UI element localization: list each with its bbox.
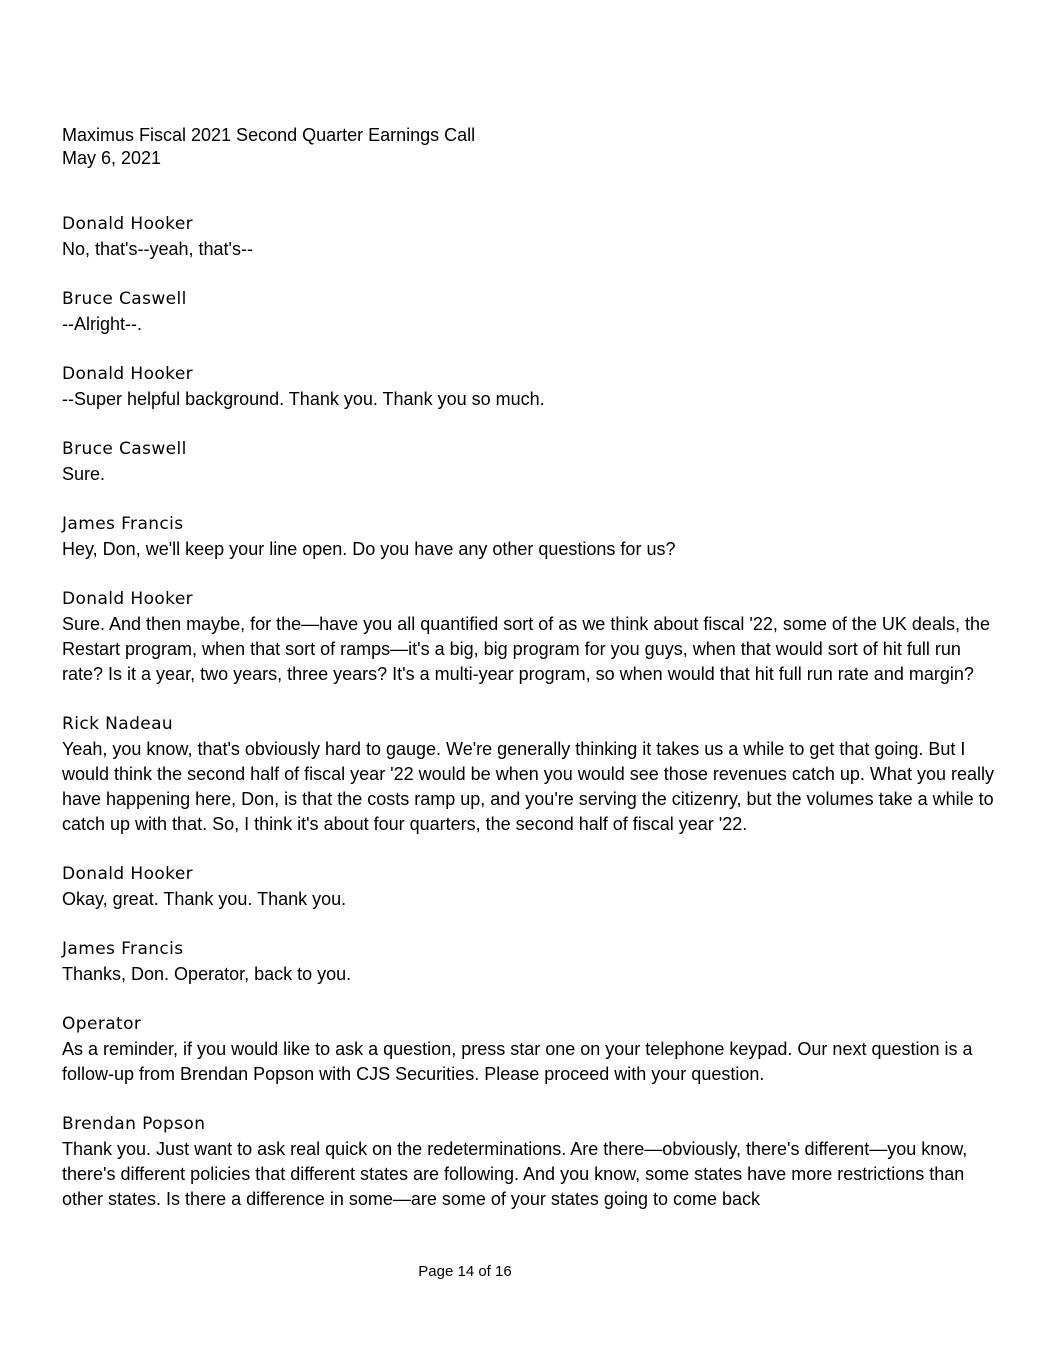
speaker-name: Operator bbox=[62, 1014, 142, 1034]
speech-text: No, that's--yeah, that's-- bbox=[62, 239, 253, 259]
speaker-name: Bruce Caswell bbox=[62, 439, 187, 459]
speech-text: Yeah, you know, that's obviously hard to gauge. We're generally thinking it takes us a while to get that going. But I would think the second half of fiscal year '22 would be when you would see those revenues catch up. What you really have happening here, Don, is that the costs ramp up, and you're serving the citizenry, but the volumes take a while to catch up with that. So, I think it's about four quarters, the second half of fiscal year '22. bbox=[62, 739, 994, 834]
transcript-turn bbox=[62, 362, 1002, 412]
speech-text: Okay, great. Thank you. Thank you. bbox=[62, 889, 347, 909]
speaker-name: Bruce Caswell bbox=[62, 289, 187, 309]
page-number: Page 14 of 16 bbox=[418, 1263, 512, 1280]
speech-text: Thanks, Don. Operator, back to you. bbox=[62, 964, 352, 984]
speech-text: Sure. And then maybe, for the—have you all quantified sort of as we think about fiscal '22, some of the UK deals, the Restart program, when that sort of ramps—it's a big, big program for you guys, when that would sort of hit full run rate? Is it a year, two years, three years? It's a multi-year program, so when would that hit full run rate and margin? bbox=[62, 614, 990, 684]
speaker-name: James Francis bbox=[62, 939, 184, 959]
transcript-turn bbox=[62, 212, 1002, 262]
speaker-name: Rick Nadeau bbox=[62, 714, 174, 734]
speech-text: Sure. bbox=[62, 464, 106, 484]
transcript-turn bbox=[62, 862, 1002, 912]
speaker-name: James Francis bbox=[62, 514, 184, 534]
transcript-turn bbox=[62, 1012, 1002, 1087]
transcript-turn bbox=[62, 512, 1002, 562]
transcript-turn bbox=[62, 287, 1002, 337]
speech-text: As a reminder, if you would like to ask a question, press star one on your telephone keypad. Our next question is a follow-up from Brendan Popson with CJS Securities. Please proceed with your question. bbox=[62, 1039, 973, 1084]
speaker-name: Donald Hooker bbox=[62, 214, 194, 234]
speech-text: Hey, Don, we'll keep your line open. Do you have any other questions for us? bbox=[62, 539, 676, 559]
speech-text: --Alright--. bbox=[62, 314, 142, 334]
transcript-turn bbox=[62, 587, 1002, 687]
speech-text: --Super helpful background. Thank you. Thank you so much. bbox=[62, 389, 545, 409]
transcript-turn bbox=[62, 712, 1002, 837]
transcript bbox=[62, 212, 1002, 1237]
transcript-turn bbox=[62, 437, 1002, 487]
speaker-name: Donald Hooker bbox=[62, 364, 194, 384]
document-date: May 6, 2021 bbox=[62, 148, 162, 168]
speaker-name: Donald Hooker bbox=[62, 864, 194, 884]
speaker-name: Brendan Popson bbox=[62, 1114, 206, 1134]
speech-text: Thank you. Just want to ask real quick on the redeterminations. Are there—obviously, there's different—you know, there's different policies that different states are following. And you know, some states have more restrictions than other states. Is there a difference in some—are some of your states going to come back bbox=[62, 1139, 968, 1209]
transcript-turn bbox=[62, 937, 1002, 987]
document-header bbox=[62, 124, 475, 170]
document-title: Maximus Fiscal 2021 Second Quarter Earnings Call bbox=[62, 125, 476, 145]
speaker-name: Donald Hooker bbox=[62, 589, 194, 609]
transcript-turn bbox=[62, 1112, 1002, 1212]
